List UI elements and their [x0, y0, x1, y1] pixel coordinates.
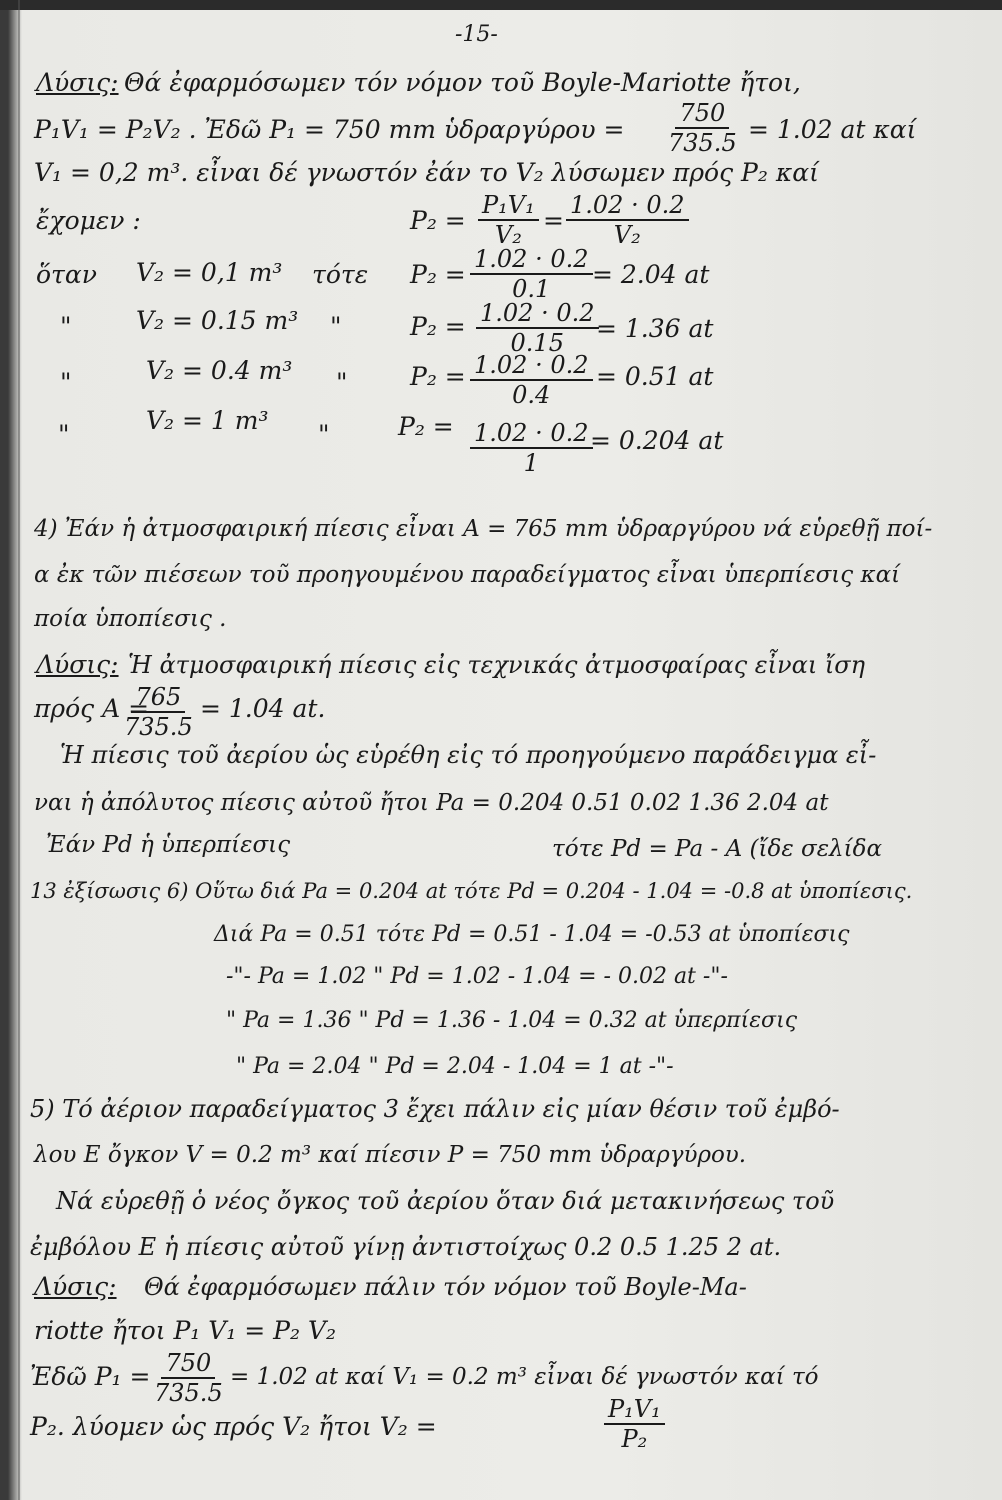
fraction [478, 192, 539, 248]
fraction-numerator: 1.02 · 0.2 [470, 420, 593, 449]
solution-label: Λύσις: [34, 1272, 117, 1301]
text-line: ποία ὑποπίεσις . [34, 606, 227, 632]
text-line: Θά ἐφαρμόσωμεν τόν νόμον τοῦ Boyle-Mariotte ἤτοι, [124, 68, 801, 97]
fraction-numerator: P₁V₁ [478, 192, 539, 221]
text-line: " [330, 312, 342, 341]
text-line: Ἐδῶ P₁ = [30, 1362, 151, 1391]
text-line: 5) Τό ἀέριον παραδείγματος 3 ἔχει πάλιν εἰς μίαν θέσιν τοῦ ἐμβό- [30, 1095, 840, 1123]
fraction [470, 246, 593, 302]
binding-edge [18, 0, 20, 1500]
text-line: τότε [312, 260, 369, 289]
text-line: = 1.02 at καί [748, 115, 917, 144]
text-line: V₂ = 0.4 m³ [146, 356, 293, 385]
fraction [470, 352, 593, 408]
fraction [124, 684, 193, 740]
fraction-numerator: 1.02 · 0.2 [476, 300, 599, 329]
fraction [470, 420, 593, 476]
solution-label: Λύσις: [36, 650, 119, 679]
text-line: Νά εὑρεθῇ ὁ νέος ὄγκος τοῦ ἀερίου ὅταν διά μετακινήσεως τοῦ [56, 1187, 835, 1215]
text-line: Ἡ πίεσις τοῦ ἀερίου ὡς εὑρέθη εἰς τό προηγούμενο παράδειγμα εἶ- [60, 741, 877, 769]
text-line: P₂. λύομεν ὡς πρός V₂ ἤτοι V₂ = [30, 1412, 437, 1441]
fraction-denominator: V₂ [613, 221, 641, 249]
fraction-denominator: P₂ [621, 1425, 648, 1453]
text-line: = 0.51 at [596, 362, 714, 391]
fraction [566, 192, 689, 248]
text-line: " [60, 368, 72, 397]
text-line: ναι ἡ ἀπόλυτος πίεσις αὐτοῦ ἤτοι Pa = 0.204 0.51 0.02 1.36 2.04 at [34, 790, 829, 816]
text-line: P₁V₁ = P₂V₂ . Ἐδῶ P₁ = 750 mm ὑδραργύρου = [34, 115, 625, 144]
fraction [154, 1350, 223, 1406]
text-line: Διά Pa = 0.51 τότε Pd = 0.51 - 1.04 = -0.53 at ὑποπίεσις [214, 922, 850, 947]
text-line: τότε Pd = Pa - A (ἴδε σελίδα [552, 836, 883, 862]
fraction-numerator: 1.02 · 0.2 [470, 352, 593, 381]
text-line: Ἡ ἀτμοσφαιρική πίεσις εἰς τεχνικάς ἀτμοσφαίρας εἶναι ἴση [128, 651, 866, 679]
fraction-denominator: 1 [523, 449, 539, 477]
text-line: ἔχομεν : [36, 206, 141, 235]
text-line: " [58, 420, 70, 449]
solution-label: Λύσις: [36, 68, 119, 97]
fraction-numerator: 1.02 · 0.2 [566, 192, 689, 221]
fraction-numerator: 765 [131, 684, 185, 713]
text-line: V₁ = 0,2 m³. εἶναι δέ γνωστόν ἐάν το V₂ λύσωμεν πρός P₂ καί [34, 158, 819, 187]
fraction-denominator: 0.4 [512, 381, 551, 409]
text-line: Θά ἐφαρμόσωμεν πάλιν τόν νόμον τοῦ Boyle-Ma- [144, 1273, 747, 1301]
text-line: P₂ = [410, 206, 466, 235]
text-line: = 1.04 at. [200, 694, 326, 723]
fraction-numerator: 1.02 · 0.2 [470, 246, 593, 275]
text-line: = 0.204 at [590, 426, 724, 455]
text-line: " [60, 312, 72, 341]
fraction-numerator: 750 [161, 1350, 215, 1379]
fraction [476, 300, 599, 356]
text-line: ἐμβόλου E ἡ πίεσις αὐτοῦ γίνῃ ἀντιστοίχως 0.2 0.5 1.25 2 at. [30, 1233, 782, 1261]
text-line: P₂ = [410, 260, 466, 289]
fraction-numerator: 750 [675, 100, 729, 129]
fraction [668, 100, 737, 156]
fraction-numerator: P₁V₁ [604, 1396, 665, 1425]
fraction-denominator: 735.5 [154, 1379, 223, 1407]
page-number: -15- [455, 22, 498, 47]
text-line: P₂ = [398, 412, 454, 441]
fraction-denominator: V₂ [494, 221, 522, 249]
text-line: -"- Pa = 1.02 " Pd = 1.02 - 1.04 = - 0.02 at -"- [226, 964, 728, 989]
text-line: πρός A = [34, 694, 150, 723]
text-line: Ἐάν Pd ἡ ὑπερπίεσις [46, 832, 291, 858]
text-line: " [318, 420, 330, 449]
fraction [604, 1396, 665, 1452]
text-line: = 1.02 at καί V₁ = 0.2 m³ εἶναι δέ γνωστόν καί τό [230, 1364, 819, 1390]
text-line: V₂ = 1 m³ [146, 406, 269, 435]
text-line: λου E ὄγκον V = 0.2 m³ καί πίεσιν P = 750 mm ὑδραργύρου. [34, 1142, 747, 1168]
fraction-denominator: 735.5 [124, 713, 193, 741]
fraction-denominator: 0.1 [512, 275, 551, 303]
text-line: α ἐκ τῶν πιέσεων τοῦ προηγουμένου παραδείγματος εἶναι ὑπερπίεσις καί [34, 562, 901, 588]
text-line: = 1.36 at [596, 314, 714, 343]
fraction-denominator: 0.15 [510, 329, 564, 357]
text-line: V₂ = 0,1 m³ [136, 258, 283, 287]
text-line: riotte ἤτοι P₁ V₁ = P₂ V₂ [34, 1316, 337, 1345]
scan-top-border [0, 0, 1002, 10]
text-line: " Pa = 2.04 " Pd = 2.04 - 1.04 = 1 at -"- [236, 1054, 674, 1079]
text-line: " Pa = 1.36 " Pd = 1.36 - 1.04 = 0.32 at ὑπερπίεσις [226, 1008, 798, 1033]
text-line: 13 ἐξίσωσις 6) Οὕτω διά Pa = 0.204 at τότε Pd = 0.204 - 1.04 = -0.8 at ὑποπίεσις. [30, 879, 913, 903]
text-line: ὅταν [36, 260, 97, 289]
text-line: = [543, 206, 564, 235]
text-line: P₂ = [410, 312, 466, 341]
text-line: = 2.04 at [592, 260, 710, 289]
text-line: P₂ = [410, 362, 466, 391]
text-line: V₂ = 0.15 m³ [136, 306, 299, 335]
text-line: " [336, 368, 348, 397]
text-line: 4) Ἐάν ἡ ἀτμοσφαιρική πίεσις εἶναι A = 765 mm ὑδραργύρου νά εὑρεθῇ ποί- [34, 516, 933, 542]
fraction-denominator: 735.5 [668, 129, 737, 157]
